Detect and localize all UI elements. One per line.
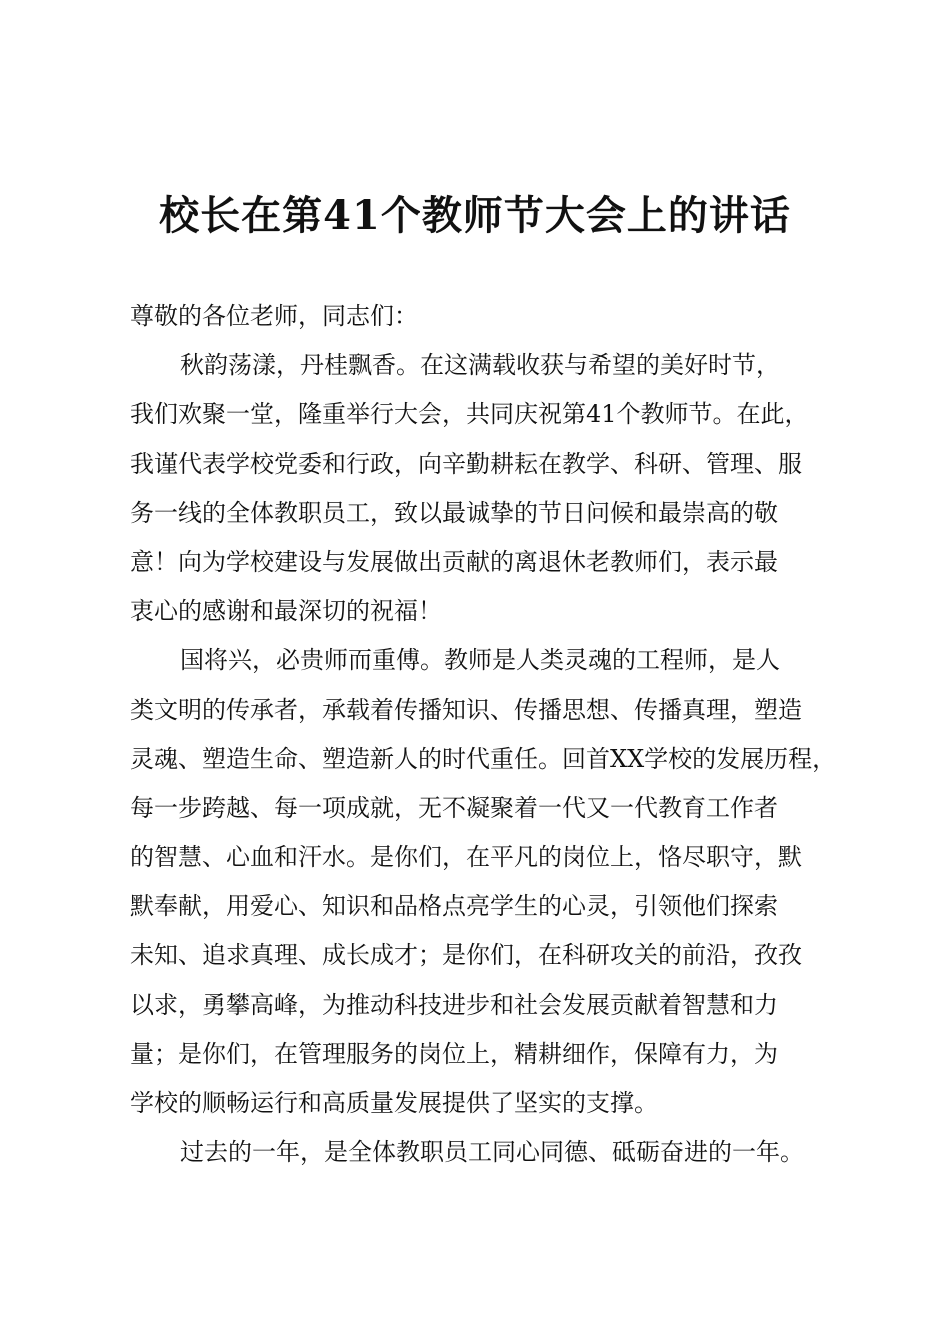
paragraph-line: 意！向为学校建设与发展做出贡献的离退休老教师们，表示最 bbox=[130, 547, 778, 576]
paragraph-line: 类文明的传承者，承载着传播知识、传播思想、传播真理，塑造 bbox=[130, 695, 802, 724]
paragraph-line: 量；是你们，在管理服务的岗位上，精耕细作，保障有力，为 bbox=[130, 1039, 778, 1068]
paragraph-line: 我们欢聚一堂，隆重举行大会，共同庆祝第41个教师节。在此， bbox=[130, 400, 809, 429]
paragraph-line: 未知、追求真理、成长成才；是你们，在科研攻关的前沿，孜孜 bbox=[130, 941, 802, 970]
document-title: 校长在第41个教师节大会上的讲话 bbox=[159, 192, 791, 239]
paragraph-line: 衷心的感谢和最深切的祝福！ bbox=[130, 597, 442, 626]
paragraph-1 bbox=[130, 341, 832, 636]
paragraph-line: 每一步跨越、每一项成就，无不凝聚着一代又一代教育工作者 bbox=[130, 793, 778, 822]
paragraph-line: 默奉献，用爱心、知识和品格点亮学生的心灵，引领他们探索 bbox=[130, 892, 778, 921]
paragraph-3 bbox=[130, 1128, 832, 1177]
paragraph-line: 国将兴，必贵师而重傅。教师是人类灵魂的工程师，是人 bbox=[180, 646, 780, 675]
paragraph-2 bbox=[130, 636, 837, 1128]
paragraph-line: 务一线的全体教职员工，致以最诚挚的节日问候和最崇高的敬 bbox=[130, 498, 778, 527]
paragraph-line: 学校的顺畅运行和高质量发展提供了坚实的支撑。 bbox=[130, 1089, 658, 1117]
paragraph-line: 过去的一年，是全体教职员工同心同德、砥砺奋进的一年。 bbox=[180, 1138, 804, 1167]
document-body bbox=[130, 292, 837, 1177]
paragraph-line: 灵魂、塑造生命、塑造新人的时代重任。回首XX学校的发展历程， bbox=[130, 744, 837, 773]
paragraph-line: 以求，勇攀高峰，为推动科技进步和社会发展贡献着智慧和力 bbox=[130, 990, 778, 1019]
paragraph-line: 的智慧、心血和汗水。是你们，在平凡的岗位上，恪尽职守，默 bbox=[130, 843, 802, 872]
paragraph-line: 秋韵荡漾，丹桂飘香。在这满载收获与希望的美好时节， bbox=[180, 351, 780, 380]
paragraph-line: 我谨代表学校党委和行政，向辛勤耕耘在教学、科研、管理、服 bbox=[130, 449, 802, 478]
salutation: 尊敬的各位老师，同志们： bbox=[130, 302, 418, 330]
